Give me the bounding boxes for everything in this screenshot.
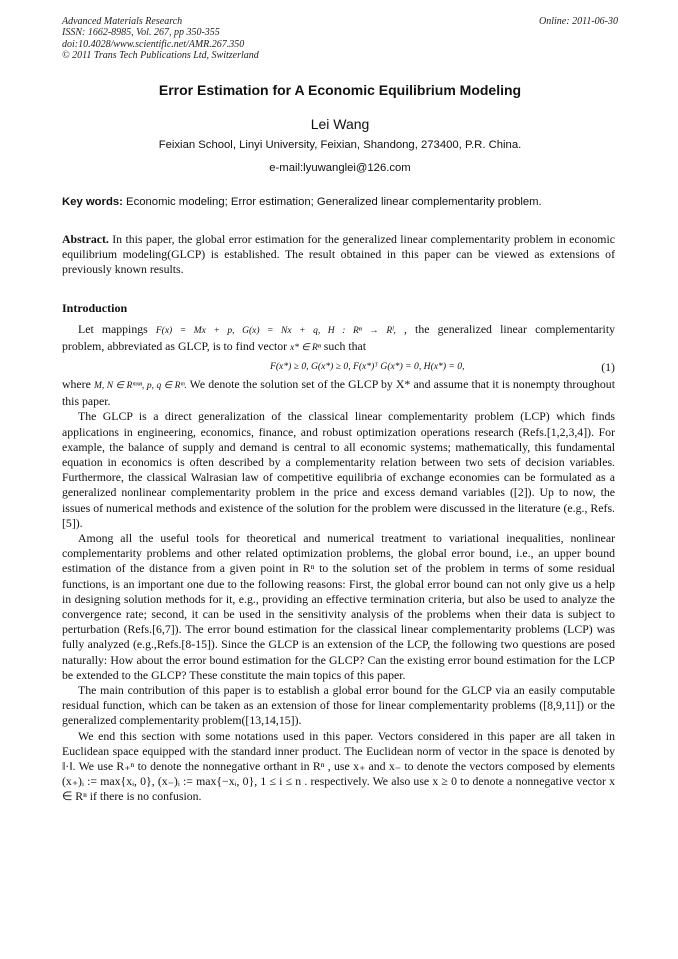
- author-email: e-mail:lyuwanglei@126.com: [269, 162, 411, 174]
- paper-title: Error Estimation for A Economic Equilibrium Modeling: [158, 82, 522, 98]
- definition-line-2: [62, 339, 615, 356]
- journal-name: Advanced Materials Research: [62, 16, 183, 27]
- author-affiliation: Feixian School, Linyi University, Feixian, Shandong, 273400, P.R. China.: [158, 139, 522, 151]
- definition-line-1: [62, 322, 615, 339]
- text-fragment: problem, abbreviated as GLCP, is to find vector: [62, 339, 291, 354]
- abstract: [62, 232, 615, 278]
- author-name: Lei Wang: [310, 116, 370, 132]
- equation-formula: F(x*) ≥ 0, G(x*) ≥ 0, F(x*)ᵀ G(x*) = 0, H(x*) = 0,: [270, 361, 465, 372]
- intro-body: [62, 377, 615, 805]
- paragraph-notation: We end this section with some notations used in this paper. Vectors considered in this paper are all taken in Euclidean space equipped with the standard inner product. The Euclidean norm of vector in the space is denoted by ‖·‖. We use R₊ⁿ to denote the nonnegative orthant in Rⁿ , use x₊ and x₋ to denote the vectors composed by elements (x₊)ᵢ := max{xᵢ, 0}, (x₋)ᵢ := max{−xᵢ, 0}, 1 ≤ i ≤ n . respectively. We also use x ≥ 0 to denote a nonnegative vector x ∈ Rⁿ if there is no confusion.: [62, 728, 615, 804]
- intro-definition: [62, 322, 615, 356]
- issn-line: ISSN: 1662-8985, Vol. 267, pp 350-355: [62, 27, 220, 39]
- online-date: Online: 2011-06-30: [539, 16, 618, 27]
- doi-line: doi:10.4028/www.scientific.net/AMR.267.350: [62, 38, 245, 50]
- keywords-label: Key words:: [62, 196, 123, 208]
- text-fragment: such that: [320, 339, 367, 354]
- keywords: [62, 196, 622, 208]
- text-fragment: where: [62, 377, 94, 391]
- paragraph-contribution: The main contribution of this paper is to establish a global error bound for the GLCP via an easily computable residual function, which can be taken as an extension of those for linear complementarity problems ([8,9,11]) or the generalized complementarity problem([13,14,15]).: [62, 683, 615, 728]
- abstract-text: In this paper, the global error estimation for the generalized linear complementarity problem in economic equilibrium modeling(GLCP) is established. The result obtained in this paper can be viewed as extensions of previously known results.: [62, 232, 615, 277]
- paragraph-error-bound: Among all the useful tools for theoretical and numerical treatment to variational inequalities, nonlinear complementarity problems and other related optimization problems, the global error bound, i.e., an upper bound estimation of the distance from a given point in Rⁿ to the solution set of the problem in terms of some residual functions, is an important one due to the following reasons: First, the global error bound can not only give us a help in designing solution methods for it, e.g., providing an effective termination criteria, but also be used to analyze the convergence rate; second, it can be used in the sensitivity analysis of the problems when their data is subject to perturbation (Refs.[6,7]). The error bound estimation for the classical linear complementarity problems (LCP) was fully analyzed (e.g.,Refs.[8-15]). Since the GLCP is an extension of the LCP, the following two questions are posed naturally: How about the error bound estimation for the GLCP? Can the existing error bound estimation for the LCP be extended to the GLCP? These constitute the main topics of this paper.: [62, 531, 615, 682]
- matrix-formula: M, N ∈ Rᵐˣⁿ, p, q ∈ Rᵐ.: [93, 381, 187, 391]
- journal-header: [62, 16, 618, 61]
- text-fragment: , the generalized linear complementarity: [395, 322, 615, 336]
- copyright-line: © 2011 Trans Tech Publications Ltd, Switzerland: [62, 49, 259, 61]
- text-fragment: We denote the solution set of the GLCP by X* and assume that it is nonempty throughout this paper.: [62, 377, 615, 409]
- vector-formula: x* ∈ Rⁿ: [290, 343, 321, 354]
- keywords-text: Economic modeling; Error estimation; Generalized linear complementarity problem.: [122, 196, 542, 208]
- section-heading: Introduction: [62, 301, 128, 315]
- where-paragraph: [62, 377, 615, 409]
- paragraph-glcp: The GLCP is a direct generalization of the classical linear complementarity problem (LCP) which finds applications in engineering, economics, finance, and robust optimization operations research (Refs.[1,2,3,4]). For example, the balance of supply and demand is central to all economic systems; mathematically, this fundamental equation in economics is often described by a complementarity relation between two sets of decision variables. Furthermore, the classical Walrasian law of competitive equilibria of exchange economies can be formulated as a generalized nonlinear complementarity problem in the price and excess demand variables ([2]). Up to now, the issues of numerical methods and existence of the solution for the problem were discussed in the literature (e.g., Refs. [5]).: [62, 409, 615, 530]
- equation-number: (1): [601, 360, 615, 374]
- text-fragment: Let mappings: [78, 322, 156, 336]
- abstract-label: Abstract.: [62, 232, 109, 246]
- mapping-formula: F(x) = Mx + p, G(x) = Nx + q, H : Rⁿ → Rˡ,: [155, 326, 396, 336]
